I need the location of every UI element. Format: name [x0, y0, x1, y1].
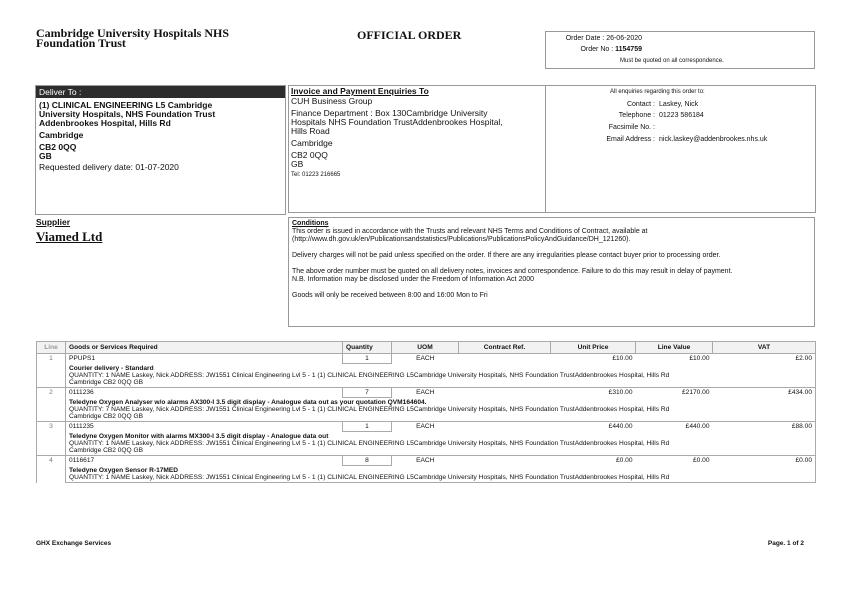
table-row: [37, 456, 816, 466]
enquiries-heading: All enquiries regarding this order to:: [610, 89, 705, 95]
row-title: Courier delivery - Standard: [69, 365, 154, 372]
row-unit-price: £310.00: [551, 388, 636, 398]
col-vat: VAT: [713, 342, 816, 354]
row-line-number: 2: [37, 388, 66, 422]
row-uom: EACH: [392, 354, 459, 364]
row-detail-1: QUANTITY: 1 NAME Laskey, Nick ADDRESS: JW1551 Clinical Engineering Lvl 5 - 1 (1) CLINICAL ENGINEERING L5Cambridge University Hospitals, NHS Foundation TrustAddenbrookes Hospital, Hills Rd: [69, 440, 670, 447]
table-row-detail: [37, 364, 816, 388]
row-vat: £434.00: [713, 388, 816, 398]
order-items-table: [36, 341, 816, 483]
table-row-detail: [37, 466, 816, 483]
row-unit-price: £0.00: [551, 456, 636, 466]
deliver-to-box: [35, 85, 286, 215]
deliver-to-heading: Deliver To :: [36, 86, 285, 98]
row-line-value: £2170.00: [636, 388, 713, 398]
org-line-2: Foundation Trust: [36, 36, 126, 50]
col-uom: UOM: [392, 342, 459, 354]
row-contract: [459, 456, 551, 466]
fax-label: Facsimile No. :: [608, 124, 655, 131]
row-quantity: 1: [343, 354, 392, 364]
col-unit-price: Unit Price: [551, 342, 636, 354]
invoice-postcode: CB2 0QQ: [291, 150, 328, 160]
contact-name: Laskey, Nick: [659, 101, 699, 108]
invoice-city: Cambridge: [291, 138, 333, 148]
requested-delivery-date: Requested delivery date: 01-07-2020: [39, 162, 179, 172]
row-line-value: £440.00: [636, 422, 713, 432]
row-title: Teledyne Oxygen Sensor R-17MED: [69, 467, 179, 474]
conditions-text-3b: N.B. Information may be disclosed under the Freedom of Information Act 2000: [292, 276, 535, 283]
row-line-value: £0.00: [636, 456, 713, 466]
row-detail-1: QUANTITY: 1 NAME Laskey, Nick ADDRESS: JW1551 Clinical Engineering Lvl 5 - 1 (1) CLINICAL ENGINEERING L5Cambridge University Hospitals, NHS Foundation TrustAddenbrookes Hospital, Hills Rd: [69, 372, 670, 379]
row-detail-2: Cambridge CB2 0QQ GB: [69, 379, 144, 386]
row-unit-price: £440.00: [551, 422, 636, 432]
row-vat: £88.00: [713, 422, 816, 432]
deliver-city: Cambridge: [39, 130, 84, 140]
fax-number: [659, 124, 767, 136]
col-contract: Contract Ref.: [459, 342, 551, 354]
row-detail-1: QUANTITY: 1 NAME Laskey, Nick ADDRESS: JW1551 Clinical Engineering Lvl 5 - 1 (1) CLINICAL ENGINEERING L5Cambridge University Hospitals, NHS Foundation TrustAddenbrookes Hospital, Hills Rd: [69, 474, 670, 481]
row-contract: [459, 354, 551, 364]
row-quantity: 1: [343, 422, 392, 432]
supplier-label: Supplier: [36, 217, 71, 227]
order-date-label: Order Date :: [565, 35, 605, 42]
invoice-telephone: Tel: 01223 216665: [291, 172, 341, 178]
invoice-heading: Invoice and Payment Enquiries To: [291, 86, 429, 96]
invoice-line-1: Finance Department : Box 130Cambridge University: [291, 108, 488, 118]
row-vat: £0.00: [713, 456, 816, 466]
telephone-label: Telephone :: [618, 112, 655, 119]
row-title: Teledyne Oxygen Analyser w/o alarms AX300-I 3.5 digit display - Analogue data out as your quotation QVM164604.: [69, 399, 427, 406]
order-info-box: [545, 31, 815, 69]
row-line-number: 1: [37, 354, 66, 388]
conditions-text-1a: This order is issued in accordance with the Trusts and relevant NHS Terms and Conditions of Contract, available at: [292, 228, 648, 235]
col-goods: Goods or Services Required: [66, 342, 343, 354]
table-row-detail: [37, 432, 816, 456]
row-quantity: 8: [343, 456, 392, 466]
row-line-number: 3: [37, 422, 66, 456]
row-uom: EACH: [392, 456, 459, 466]
conditions-text-3a: The above order number must be quoted on all delivery notes, invoices and correspondence. Failure to do this may result in delay of payment.: [292, 268, 733, 275]
table-row: [37, 354, 816, 364]
table-header-row: [37, 342, 816, 354]
deliver-country: GB: [39, 151, 52, 161]
invoice-company: CUH Business Group: [291, 96, 373, 106]
row-detail-1: QUANTITY: 7 NAME Laskey, Nick ADDRESS: JW1551 Clinical Engineering Lvl 5 - 1 (1) CLINICAL ENGINEERING L5Cambridge University Hospitals, NHS Foundation TrustAddenbrookes Hospital, Hills Rd: [69, 406, 670, 413]
conditions-box: [288, 217, 815, 327]
row-quantity: 7: [343, 388, 392, 398]
row-code: 0111235: [66, 422, 343, 432]
conditions-heading: Conditions: [292, 220, 329, 227]
row-code: PPUPS1: [66, 354, 343, 364]
email-address[interactable]: nick.laskey@addenbrookes.nhs.uk: [659, 136, 768, 143]
email-label: Email Address :: [606, 136, 655, 143]
row-code: 0111236: [66, 388, 343, 398]
invoice-box: [288, 85, 546, 213]
row-vat: £2.00: [713, 354, 816, 364]
order-number: 1154759: [615, 46, 642, 53]
table-row: [37, 388, 816, 398]
deliver-line-1: (1) CLINICAL ENGINEERING L5 Cambridge: [39, 100, 213, 110]
row-uom: EACH: [392, 388, 459, 398]
row-unit-price: £10.00: [551, 354, 636, 364]
col-line-value: Line Value: [636, 342, 713, 354]
row-detail-2: Cambridge CB2 0QQ GB: [69, 413, 144, 420]
table-row: [37, 422, 816, 432]
organisation-name: [36, 28, 229, 48]
row-line-number: 4: [37, 456, 66, 483]
quote-note: Must be quoted on all correspondence.: [620, 58, 724, 64]
telephone-number: 01223 586184: [659, 112, 704, 119]
row-contract: [459, 422, 551, 432]
col-line: Line: [37, 342, 66, 354]
contact-label: Contact :: [626, 101, 655, 108]
enquiries-box: [545, 85, 816, 213]
conditions-text-2: Delivery charges will not be paid unless specified on the order. If there are any irregularities please contact buyer prior to processing order.: [292, 252, 721, 259]
row-detail-2: Cambridge CB2 0QQ GB: [69, 447, 144, 454]
order-no-label: Order No :: [580, 46, 614, 53]
order-date: 26-06-2020: [606, 35, 642, 42]
row-code: 0116617: [66, 456, 343, 466]
row-contract: [459, 388, 551, 398]
page-number: Page. 1 of 2: [767, 540, 804, 547]
col-quantity: Quantity: [343, 342, 392, 354]
row-title: Teledyne Oxygen Monitor with alarms MX300-I 3.5 digit display - Analogue data out: [69, 433, 329, 440]
supplier-name: Viamed Ltd: [36, 229, 103, 244]
org-line-1: Cambridge University Hospitals NHS: [36, 26, 230, 40]
row-line-value: £10.00: [636, 354, 713, 364]
invoice-line-2: Hospitals NHS Foundation TrustAddenbrookes Hospital,: [291, 117, 503, 127]
invoice-line-3: Hills Road: [291, 126, 330, 136]
page-title: OFFICIAL ORDER: [357, 28, 462, 42]
deliver-line-2: University Hospitals, NHS Foundation Trust: [39, 109, 216, 119]
conditions-text-1b: (http://www.dh.gov.uk/en/Publicationsandstatistics/Publications/PublicationsPolicyAndGuidance/DH_121260).: [292, 236, 631, 243]
row-uom: EACH: [392, 422, 459, 432]
invoice-country: GB: [291, 159, 304, 169]
deliver-line-3: Addenbrookes Hospital, Hills Rd: [39, 118, 171, 128]
table-row-detail: [37, 398, 816, 422]
deliver-postcode: CB2 0QQ: [39, 142, 77, 152]
footer-left: GHX Exchange Services: [36, 540, 112, 547]
conditions-text-4: Goods will only be received between 8:00 and 16:00 Mon to Fri: [292, 292, 488, 299]
